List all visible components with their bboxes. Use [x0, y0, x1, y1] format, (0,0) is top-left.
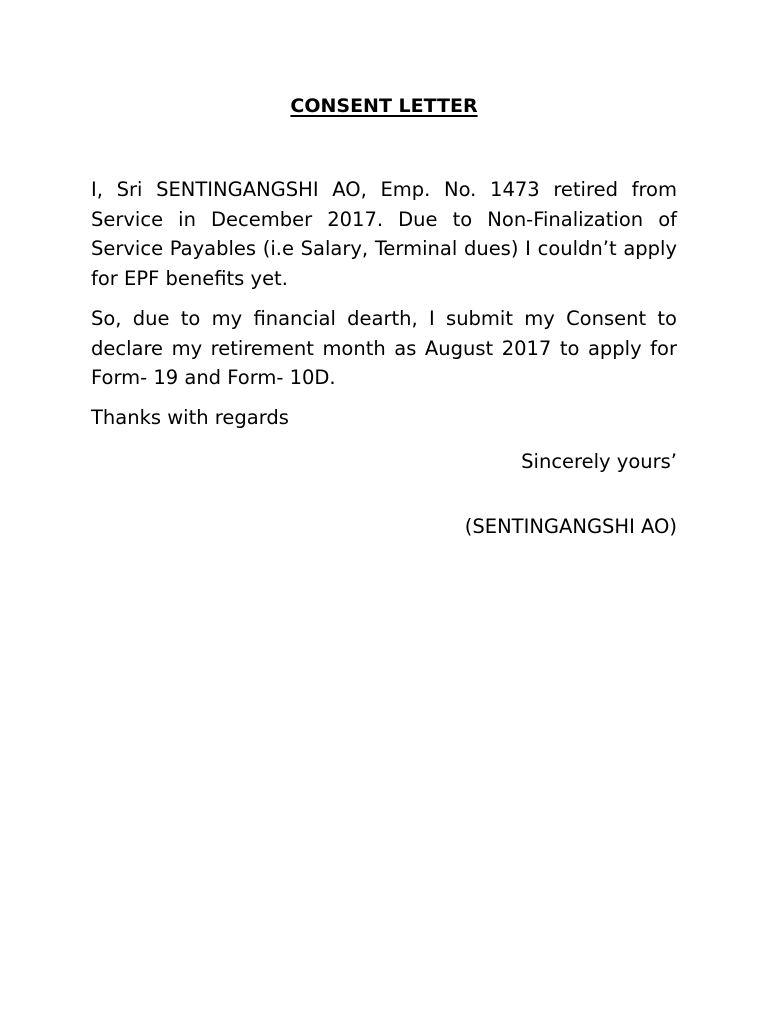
- paragraph-2: So, due to my financial dearth, I submit my Consent to declare my retirement month as August 2017 to apply for Form- 19 and Form- 10D.: [91, 307, 677, 389]
- closing-line: Thanks with regards: [91, 406, 289, 429]
- signature-name: (SENTINGANGSHI AO): [464, 515, 677, 538]
- letter-title: CONSENT LETTER: [290, 95, 478, 117]
- signoff: Sincerely yours’: [521, 450, 677, 473]
- paragraph-1: I, Sri SENTINGANGSHI AO, Emp. No. 1473 retired from Service in December 2017. Due to Non-Finalization of Service Payables (i.e Salary, Terminal dues) I couldn’t apply for EPF benefits yet.: [91, 178, 677, 290]
